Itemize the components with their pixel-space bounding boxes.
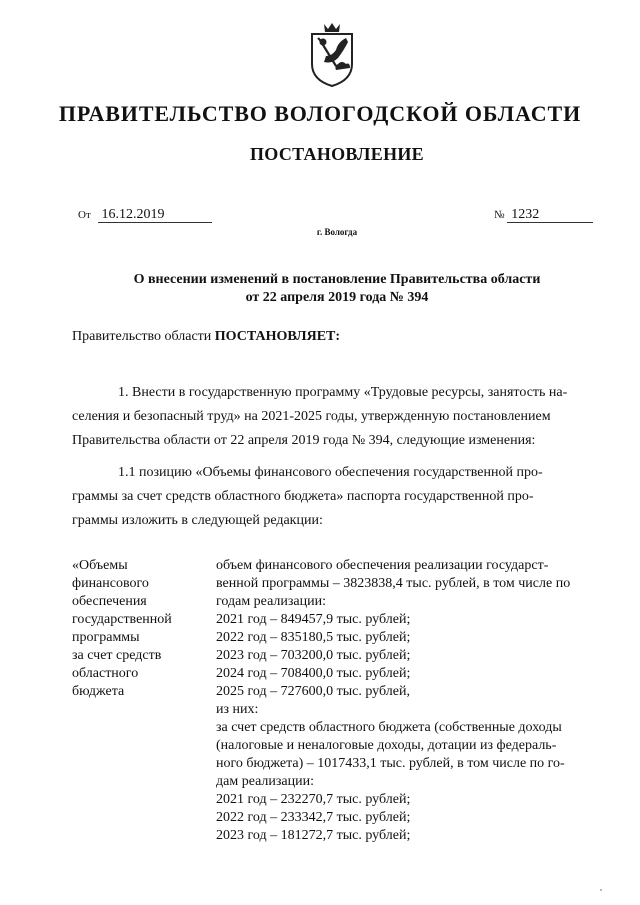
table-right-line: 2025 год – 727600,0 тыс. рублей, — [216, 684, 410, 699]
organization-heading: ПРАВИТЕЛЬСТВО ВОЛОГОДСКОЙ ОБЛАСТИ — [58, 101, 582, 126]
table-right-line: объем финансового обеспечения реализации государст- — [216, 558, 549, 573]
table-right-line: 2021 год – 849457,9 тыс. рублей; — [216, 612, 411, 627]
number-label: № — [494, 209, 505, 221]
table-left-column — [72, 557, 202, 701]
resolves-statement — [72, 329, 340, 345]
table-right-line: 2023 год – 703200,0 тыс. рублей; — [216, 648, 411, 663]
number-row — [494, 207, 593, 223]
resolves-prefix: Правительство области — [72, 329, 212, 344]
table-right-line: 2021 год – 232270,7 тыс. рублей; — [216, 792, 411, 807]
paragraph-line: Правительства области от 22 апреля 2019 года № 394, следующие изменения: — [72, 433, 536, 448]
table-right-line: 2024 год – 708400,0 тыс. рублей; — [216, 666, 411, 681]
table-right-line: венной программы – 3823838,4 тыс. рублей, в том числе по — [216, 576, 571, 591]
table-left-line: программы — [72, 630, 140, 645]
table-left-line: областного — [72, 666, 139, 681]
document-type-heading: ПОСТАНОВЛЕНИЕ — [250, 144, 424, 164]
paragraph-line: 1. Внести в государственную программу «Трудовые ресурсы, занятость на- — [118, 385, 568, 400]
coat-of-arms-icon — [302, 20, 362, 90]
resolves-verb: ПОСТАНОВЛЯЕТ: — [214, 329, 341, 344]
table-right-line: 2022 год – 835180,5 тыс. рублей; — [216, 630, 411, 645]
table-right-column — [216, 557, 606, 845]
table-left-line: финансового — [72, 576, 149, 591]
table-left-line: за счет средств — [72, 648, 162, 663]
table-right-line: ного бюджета) – 1017433,1 тыс. рублей, в том числе по го- — [216, 756, 565, 771]
date-value: 16.12.2019 — [98, 207, 212, 223]
table-right-line: из них: — [216, 702, 259, 717]
table-right-line: 2022 год – 233342,7 тыс. рублей; — [216, 810, 411, 825]
paragraph-line: 1.1 позицию «Объемы финансового обеспечения государственной про- — [118, 465, 543, 480]
number-value: 1232 — [507, 207, 593, 223]
paragraph-line: селения и безопасный труд» на 2021-2025 годы, утвержденную постановлением — [72, 409, 551, 424]
table-right-line: дам реализации: — [216, 774, 315, 789]
title-line-2: от 22 апреля 2019 года № 394 — [245, 290, 429, 305]
table-left-line: бюджета — [72, 684, 125, 699]
title-line-1: О внесении изменений в постановление Правительства области — [133, 272, 541, 287]
paragraph-line: граммы изложить в следующей редакции: — [72, 513, 323, 528]
paragraph-2 — [72, 461, 602, 533]
date-row — [78, 207, 212, 223]
table-right-line: (налоговые и неналоговые доходы, дотации из федераль- — [216, 738, 557, 753]
paragraph-line: граммы за счет средств областного бюджета» паспорта государственной про- — [72, 489, 534, 504]
table-left-line: государственной — [72, 612, 172, 627]
table-left-line: обеспечения — [72, 594, 147, 609]
table-right-line: 2023 год – 181272,7 тыс. рублей; — [216, 828, 411, 843]
table-right-line: за счет средств областного бюджета (собственные доходы — [216, 720, 562, 735]
paragraph-1 — [72, 381, 602, 453]
document-title — [0, 271, 640, 307]
table-left-line: «Объемы — [72, 558, 128, 573]
city-label: г. Вологда — [316, 227, 358, 237]
table-right-line: годам реализации: — [216, 594, 326, 609]
scan-speck — [600, 889, 602, 891]
date-label: От — [78, 209, 91, 221]
